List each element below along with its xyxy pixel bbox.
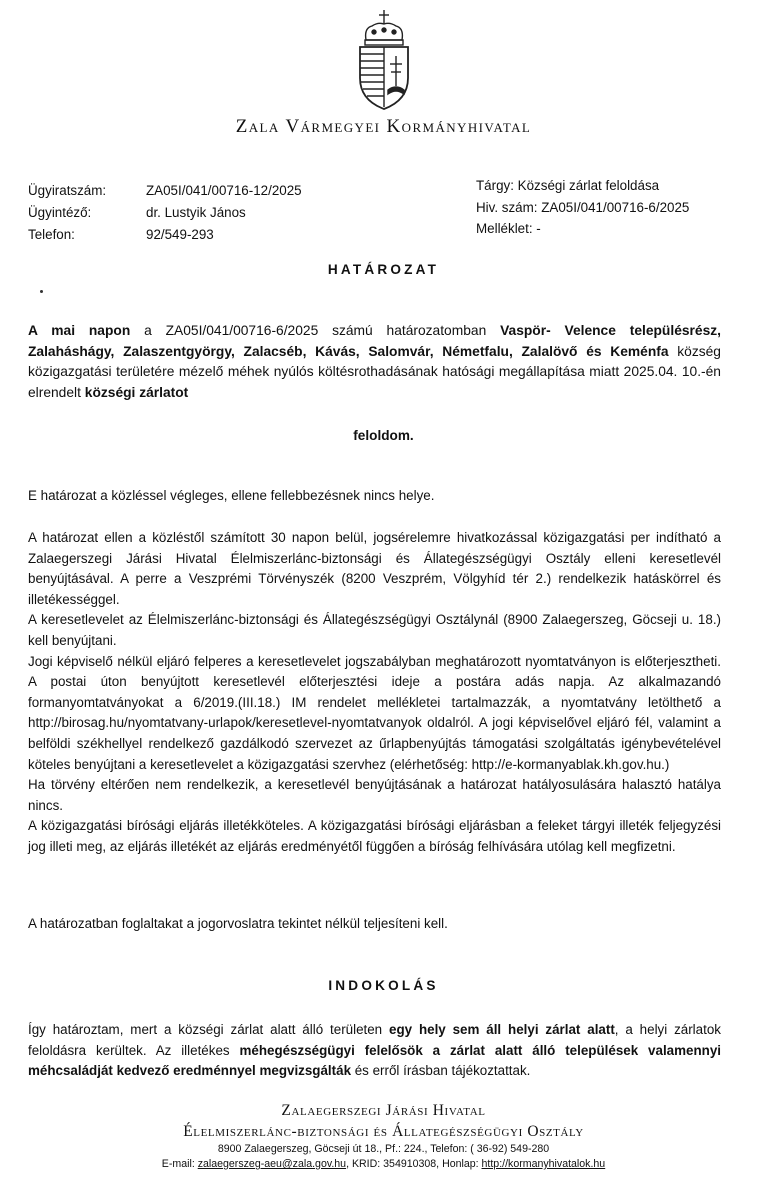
lead-reason: község közigazgatási területére mézelő méhek nyúlós költésrothadásának hatósági megállapítása miatt 2025.04. 10.-én elrendelt <box>28 343 721 400</box>
finality-paragraph <box>28 486 721 507</box>
decision-heading: HATÁROZAT <box>327 262 440 277</box>
phone-value: 92/549-293 <box>146 227 214 242</box>
attachment-line: Melléklet: - <box>476 221 541 236</box>
lead-reference: a ZA05I/041/00716-6/2025 számú határozatomban <box>130 323 501 338</box>
finality-text: E határozat a közléssel végleges, ellene fellebbezésnek nincs helye. <box>28 488 435 503</box>
enforcement-paragraph <box>28 914 721 935</box>
administrator-value: dr. Lustyik János <box>146 205 246 220</box>
reasoning-part-1: Így határoztam, mert a községi zárlat alatt álló területen <box>28 1022 389 1037</box>
appeal-paragraph-5: A közigazgatási bírósági eljárás illetékköteles. A közigazgatási bírósági eljárásban a feleket tárgyi illeték feljegyzési jog illeti meg, az eljárás illetékét az eljárás eredményétől függően a bíróság felhívására utólag kell megfizetni. <box>28 818 721 854</box>
case-number-row <box>28 180 302 202</box>
decision-lead-paragraph <box>28 321 721 403</box>
footer <box>0 1100 767 1172</box>
subject-metadata <box>476 175 689 240</box>
appeal-paragraph-4: Ha törvény eltérően nem rendelkezik, a keresetlevél benyújtásának a határozat hatályosulására halasztó hatálya nincs. <box>28 777 721 813</box>
subject-line: Tárgy: Községi zárlat feloldása <box>476 178 660 193</box>
reasoning-part-2: , a helyi zárlatok feloldásra kerültek. Az illetékes <box>28 1022 721 1058</box>
hungarian-coat-of-arms-icon <box>352 8 416 112</box>
footer-website-link[interactable]: http://kormanyhivatalok.hu <box>481 1158 606 1170</box>
feloldom-text: feloldom. <box>353 428 414 443</box>
footer-email-link[interactable]: zalaegerszeg-aeu@zala.gov.hu <box>197 1158 347 1170</box>
footer-krid: , KRID: 354910308, Honlap: <box>346 1158 482 1170</box>
reasoning-bold-2: méhegészségügyi felelősök a zárlat alatt álló települések valamennyi méhcsaládját kedvező eredménnyel megvizsgálták <box>28 1042 721 1079</box>
administrator-label: Ügyintéző: <box>28 205 92 220</box>
case-number-label: Ügyiratszám: <box>28 183 107 198</box>
footer-contact <box>0 1157 767 1172</box>
office-title: Zala Vármegyei Kormányhivatal <box>235 116 532 137</box>
footer-email-label: E-mail: <box>161 1158 198 1170</box>
reference-number-line: Hiv. szám: ZA05I/041/00716-6/2025 <box>476 199 690 215</box>
reasoning-part-3: és erről írásban tájékoztattak. <box>351 1063 531 1079</box>
phone-label: Telefon: <box>28 227 75 242</box>
case-number-value: ZA05I/041/00716-12/2025 <box>146 183 302 198</box>
lead-quarantine: községi zárlatot <box>84 384 189 400</box>
administrator-row <box>28 202 302 224</box>
stray-dot <box>40 290 43 293</box>
footer-address: 8900 Zalaegerszeg, Göcseji út 18., Pf.: 224., Telefon: ( 36-92) 549-280 <box>217 1143 550 1155</box>
reasoning-bold-1: egy hely sem áll helyi zárlat alatt <box>389 1022 615 1037</box>
appeal-section <box>28 528 721 858</box>
appeal-paragraph-3: Jogi képviselő nélkül eljáró felperes a keresetlevelet jogszabályban meghatározott nyomtatványon is előterjesztheti. A postai úton benyújtott keresetlevél előterjesztési ideje a postára adás napja. Az alkalmazandó formanyomtatványokat a 6/2019.(III.18.) IM rendelet mellékletei tartalmazzák, a nyomtatvány letölthető a http://birosag.hu/nyomtatvany-urlapok/keresetlevel-nyomtatvanyok oldalról. A jogi képviselővel eljáró fél, valamint a belföldi székhellyel rendelkező gazdálkodó szervezet az űrlapbenyújtás támogatási szolgáltatás igénybevételével köteles benyújtani a keresetlevelet a közigazgatási szervhez (elérhetőség: http://e-kormanyablak.kh.gov.hu.) <box>28 653 721 772</box>
lead-bold-intro: A mai napon <box>28 323 131 338</box>
reasoning-paragraph <box>28 1020 721 1082</box>
phone-row <box>28 224 302 246</box>
lead-settlements: Vaspör- Velence településrész, Zalaháshágy, Zalaszentgyörgy, Zalacséb, Kávás, Salomvár, Németfalu, Zalalövő és Keménfa <box>28 323 721 359</box>
reasoning-heading: INDOKOLÁS <box>328 978 439 993</box>
footer-office-name: Zalaegerszegi Járási Hivatal <box>281 1102 486 1119</box>
enforcement-text: A határozatban foglaltakat a jogorvoslatra tekintet nélkül teljesíteni kell. <box>28 916 448 931</box>
appeal-paragraph-1: A határozat ellen a közléstől számított 30 napon belül, jogsérelemre hivatkozással közigazgatási per indítható a Zalaegerszegi Járási Hivatal Élelmiszerlánc-biztonsági és Állategészségügyi Osztály elleni keresetlevél benyújtásával. A perre a Veszprémi Törvényszék (8200 Veszprém, Völgyhíd tér 2.) rendelkezik hatáskörrel és illetékességgel. <box>28 530 721 607</box>
footer-department-name: Élelmiszerlánc-biztonsági és Állategészségügyi Osztály <box>183 1123 584 1140</box>
appeal-paragraph-2: A keresetlevelet az Élelmiszerlánc-biztonsági és Állategészségügyi Osztálynál (8900 Zalaegerszeg, Göcseji u. 18.) kell benyújtani. <box>28 612 721 648</box>
case-metadata <box>28 180 302 246</box>
